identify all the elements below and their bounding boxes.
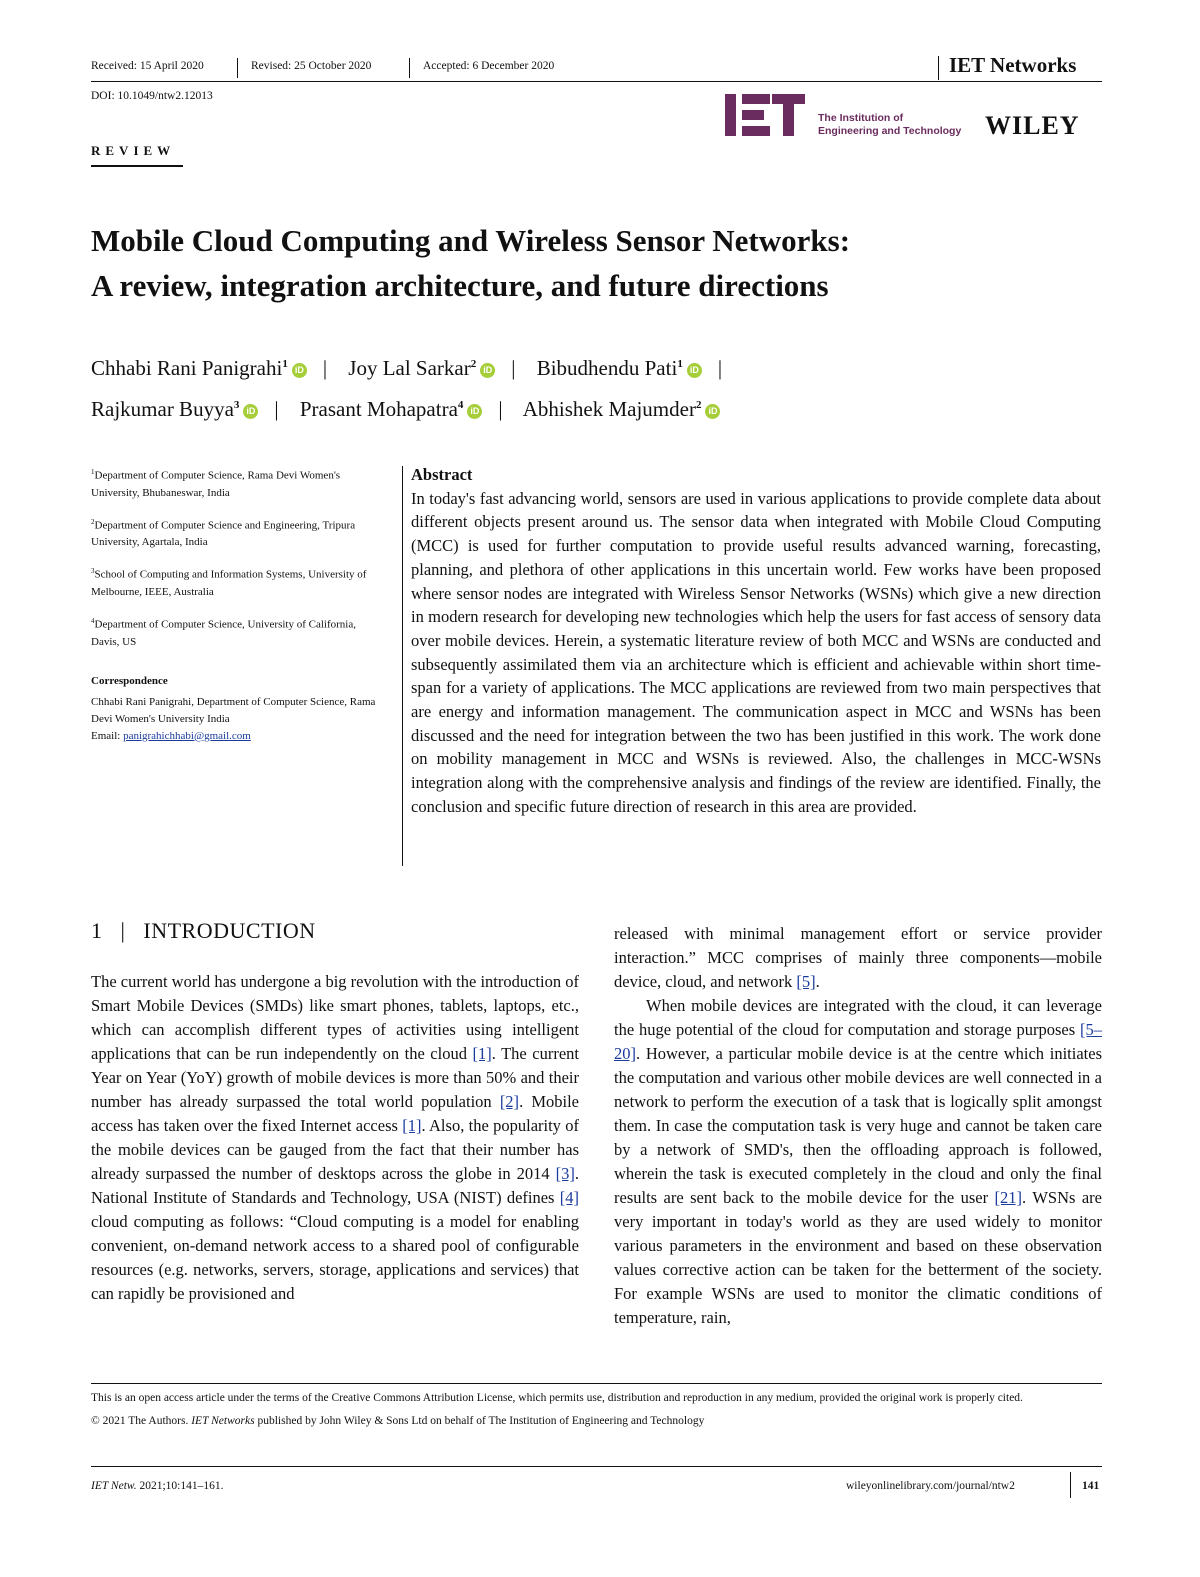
abstract-heading: Abstract [411, 465, 473, 484]
revised-date: Revised: 25 October 2020 [251, 60, 372, 72]
header-divider [409, 58, 410, 78]
author-affiliation-sup: 3 [233, 399, 240, 411]
author-name[interactable]: Prasant Mohapatra [299, 397, 458, 421]
copyright-line: © 2021 The Authors. IET Networks published by John Wiley & Sons Ltd on behalf of The Institution of Engineering and Technology [91, 1415, 705, 1427]
citation-link[interactable]: [21] [994, 1188, 1023, 1207]
wiley-logo: WILEY [985, 111, 1080, 140]
header-divider [237, 58, 238, 78]
orcid-icon[interactable]: iD [480, 363, 495, 378]
intro-left-column [91, 970, 579, 1306]
section-heading [91, 918, 316, 944]
citation-link[interactable]: [2] [499, 1092, 520, 1111]
email-label: Email: [91, 729, 124, 742]
orcid-icon[interactable]: iD [687, 363, 702, 378]
iet-logo-line2: Engineering and Technology [818, 125, 962, 137]
title-line-2: A review, integration architecture, and future directions [91, 268, 829, 303]
affiliation-item: $^3$School of Computing and Information Systems, University of Melbourne, IEEE, Australia [91, 567, 367, 598]
correspondence-heading: Correspondence [91, 674, 168, 687]
author-name[interactable]: Bibudhendu Pati [536, 356, 678, 380]
body-text: . However, a particular mobile device is at the centre which initiates the computation and various other mobile devices are well connected in a network to perform the execution of a task that is logically split amongst them. In case the computation task is very huge and cannot be taken care by a network of SMD's, then the offloading approach is followed, wherein the task is executed completely in the cloud and only the final results are sent back to the mobile device for the user [614, 1044, 1102, 1207]
header-divider [938, 56, 939, 80]
received-date: Received: 15 April 2020 [91, 60, 204, 72]
orcid-icon[interactable]: iD [292, 363, 307, 378]
section-title: INTRODUCTION [143, 918, 316, 943]
body-text: cloud computing as follows: “Cloud computing is a model for enabling convenient, on-demand network access to a shared pool of configurable resources (e.g. networks, servers, storage, applications and services) that can rapidly be provisioned and [91, 1212, 579, 1303]
abstract-text: In today's fast advancing world, sensors are used in various applications to provide complete data about different objects present around us. The sensor data when integrated with Mobile Cloud Computing (MCC) is used for further computation to provide useful results advanced warning, forecasting, planning, and plethora of other applications in this uncertain world. Few works have been proposed where sensor nodes are integrated with Wireless Sensor Networks (WSNs) which give a new direction in modern research for developing new technologies which help the users for fast access of sensory data over mobile devices. Herein, a systematic literature review of both MCC and WSNs are conducted and subsequently assimilated them via an architecture which is efficient and achievable within short time-span for a variety of applications. The MCC applications are reviewed from two main perspectives that are energy and information management. The communication aspect in MCC and WSNs has been discussed and the need for integration between the two has been justified in this work. The work done on mobility management in MCC and WSNs is reviewed. Also, the challenges in MCC-WSNs integration along with the comprehensive analysis and findings of the review are identified. Finally, the conclusion and specific future direction of research in this area are provided. [411, 488, 1101, 816]
affiliation-item: $^4$Department of Computer Science, University of California, Davis, US [91, 616, 356, 648]
affiliation-item: $^2$Department of Computer Science and Engineering, Tripura University, Agartala, India [91, 517, 356, 549]
footer-divider [1070, 1472, 1071, 1498]
orcid-icon[interactable]: iD [467, 404, 482, 419]
author-affiliation-sup: 1 [677, 358, 683, 370]
body-text: When mobile devices are integrated with the cloud, it can leverage the huge potential of the cloud for computation and storage purposes [614, 996, 1102, 1039]
author-affiliation-sup: 4 [457, 399, 464, 411]
author-name[interactable]: Abhishek Majumder [522, 397, 696, 421]
page-number: 141 [1082, 1480, 1100, 1492]
section-divider: | [120, 918, 126, 943]
citation-link[interactable]: [3] [555, 1164, 575, 1183]
intro-paragraph [614, 994, 1102, 1330]
intro-paragraph [91, 970, 579, 1306]
author-affiliation-sup: 2 [470, 358, 477, 370]
author-name[interactable]: Joy Lal Sarkar [348, 356, 471, 380]
header-rule [91, 81, 1102, 82]
intro-right-column [614, 922, 1102, 1330]
citation-link[interactable]: [1] [472, 1044, 492, 1063]
body-text: released with minimal management effort or service provider interaction.” MCC comprises of mainly three components—mobile device, cloud, and network [614, 924, 1102, 991]
correspondence-email-link[interactable]: panigrahichhabi@gmail.com [123, 729, 251, 742]
body-text: The current world has undergone a big revolution with the introduction of Smart Mobile Devices (SMDs) like smart phones, tablets, laptops, etc., which can accomplish different types of activities using intelligent applications that can be run independently on the cloud [91, 972, 579, 1063]
author-separator: | [717, 356, 723, 380]
article-title [91, 218, 850, 308]
body-text: . National Institute of Standards and Technology, USA (NIST) defines [91, 1164, 579, 1207]
abstract-sidebar-rule [402, 466, 403, 866]
orcid-icon[interactable]: iD [705, 404, 720, 419]
citation-link[interactable]: [4] [559, 1188, 579, 1207]
footnote [91, 1389, 1101, 1431]
iet-logo-line1: The Institution of [818, 112, 904, 124]
body-text: . Mobile access has taken over the fixed Internet access [91, 1092, 579, 1135]
author-affiliation-sup: 1 [282, 358, 288, 370]
body-text: . Also, the popularity of the mobile devices can be gauged from the fact that their number has already surpassed the number of desktops across the globe in 2014 [91, 1116, 579, 1183]
journal-citation: IET Netw. 2021;10:141–161. [91, 1480, 224, 1492]
iet-logo-icon [725, 94, 805, 136]
footnote-rule [91, 1383, 1102, 1384]
doi: DOI: 10.1049/ntw2.12013 [91, 90, 213, 102]
author-separator: | [511, 356, 516, 380]
title-line-1: Mobile Cloud Computing and Wireless Sensor Networks: [91, 223, 851, 258]
author-separator: | [322, 356, 328, 380]
article-type-underline [91, 165, 183, 167]
article-type: REVIEW [91, 143, 176, 158]
body-text: . [815, 972, 820, 991]
affiliation-item: $^1$Department of Computer Science, Rama Devi Women's University, Bhubaneswar, India [91, 468, 341, 499]
license-text: This is an open access article under the terms of the Creative Commons Attribution License, which permits use, distribution and reproduction in any medium, provided the original work is properly cited. [91, 1392, 1023, 1404]
page-footer-rule [91, 1466, 1102, 1467]
journal-url[interactable]: wileyonlinelibrary.com/journal/ntw2 [846, 1480, 1015, 1492]
author-name[interactable]: Rajkumar Buyya [91, 397, 234, 421]
orcid-icon[interactable]: iD [243, 404, 258, 419]
citation-link[interactable]: [1] [402, 1116, 422, 1135]
body-text: . WSNs are very important in today's world as they are used widely to monitor various parameters in the environment and based on these observation values corrective action can be taken for the betterment of the society. For example WSNs are used to monitor the climatic conditions of temperature, rain, [614, 1188, 1102, 1327]
author-separator: | [274, 397, 279, 421]
journal-name: IET Networks [949, 53, 1077, 77]
author-name[interactable]: Chhabi Rani Panigrahi [91, 356, 283, 380]
correspondence-text: Chhabi Rani Panigrahi, Department of Computer Science, Rama Devi Women's University India [91, 695, 376, 725]
citation-link[interactable]: [5] [796, 972, 816, 991]
citation-link[interactable]: [5–20] [614, 1020, 1102, 1063]
affiliations [91, 464, 381, 745]
body-text: . The current Year on Year (YoY) growth of mobile devices is more than 50% and their number has already surpassed the total world population [91, 1044, 579, 1111]
accepted-date: Accepted: 6 December 2020 [423, 60, 555, 72]
author-affiliation-sup: 2 [695, 399, 702, 411]
author-separator: | [498, 397, 503, 421]
abstract [411, 463, 1101, 819]
section-number: 1 [91, 918, 103, 943]
author-list [91, 346, 738, 428]
intro-paragraph [614, 922, 1102, 994]
